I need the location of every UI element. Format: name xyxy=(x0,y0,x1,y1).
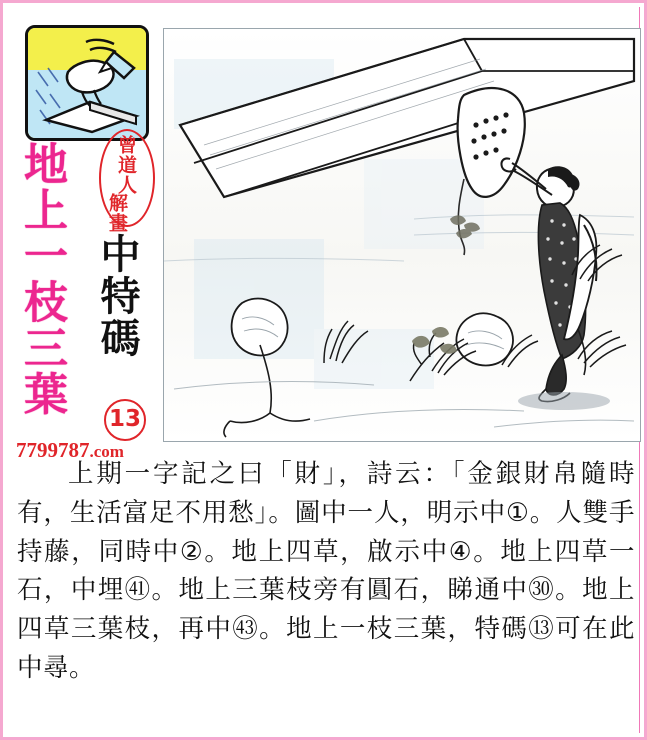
painting-art xyxy=(164,29,640,441)
watermark-number: 7799787 xyxy=(16,438,90,462)
watermark-domain: .com xyxy=(89,442,124,461)
subtitle-vertical: 中特碼 xyxy=(94,233,140,359)
seal-subtext: 解畫 xyxy=(106,193,128,233)
ink-painting-man-climbing-vine xyxy=(163,28,641,442)
special-number-badge: 13 xyxy=(104,399,146,441)
page-title-vertical: 地上一枝三葉 xyxy=(16,141,67,417)
explanation-paragraph xyxy=(17,455,635,735)
badge-art xyxy=(28,28,146,138)
seal-text: 曾道人 xyxy=(114,135,137,195)
left-title-column xyxy=(11,11,161,462)
illustration-area xyxy=(6,6,647,462)
paragraph-text: 上期一字記之曰「財」，詩云：「金銀財帛隨時有，生活富足不用愁」。圖中一人，明示中①。人雙手持藤，同時中②。地上四草，啟示中④。地上四草一石，中埋㊶。地上三葉枝旁有圓石，睇通中㉚。地上四草三葉枝，再中㊸。地上一枝三葉，特碼⑬可在此中尋。 xyxy=(17,459,635,683)
hand-writing-icon xyxy=(25,25,149,141)
